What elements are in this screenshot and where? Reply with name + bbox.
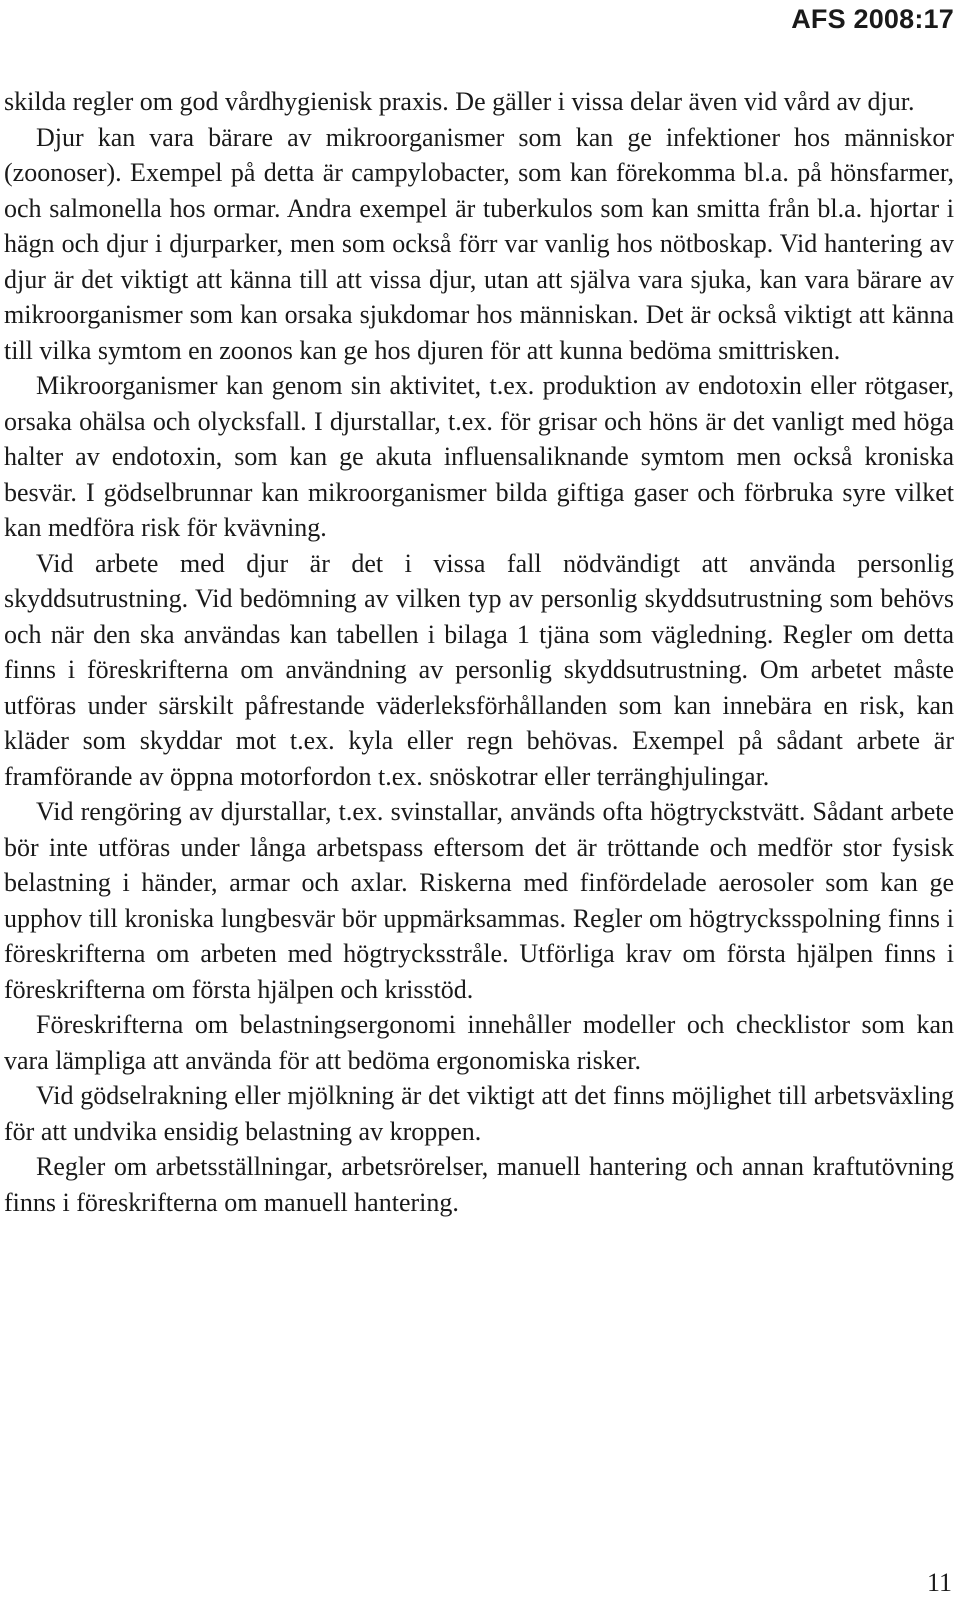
paragraph-microorganism-activity: Mikroorganismer kan genom sin aktivitet, t.ex. produktion av endotoxin eller rötgaser, orsaka ohälsa och olycksfall. I djurstallar, t.ex. för grisar och höns är det vanligt med höga halter av endotoxin, som kan ge akuta influensaliknande symtom men också kroniska besvär. I gödselbrunnar kan mikroorganismer bilda giftiga gaser och förbruka syre vilket kan medföra risk för kvävning. (4, 371, 954, 542)
paragraph-zoonoses: Djur kan vara bärare av mikroorganismer som kan ge infektioner hos människor (zoonoser). Exempel på detta är campylobacter, som kan förekomma bl.a. på hönsfarmer, och salmonella hos ormar. Andra exempel är tuberkulos som kan smitta från bl.a. hjortar i hägn och djur i djurparker, men som också förr var vanlig hos nötboskap. Vid hantering av djur är det viktigt att känna till att vissa djur, utan att själva vara sjuka, kan vara bärare av mikroorganismer som kan orsaka sjukdomar hos människan. Det är också viktigt att känna till vilka symtom en zoonos kan ge hos djuren för att kunna bedöma smittrisken. (4, 122, 954, 365)
paragraph-high-pressure-washing: Vid rengöring av djurstallar, t.ex. svinstallar, används ofta högtryckstvätt. Sådant arbete bör inte utföras under långa arbetspass eftersom det är tröttande och medför stor fysisk belastning i händer, armar och axlar. Riskerna med finfördelade aerosoler som kan ge upphov till kroniska lungbesvär bör uppmärksammas. Regler om högtrycksspolning finns i föreskrifterna om arbeten med högtrycksstråle. Utförliga krav om första hjälpen finns i föreskrifterna om första hjälpen och krisstöd. (4, 797, 954, 1004)
paragraph-protective-equipment: Vid arbete med djur är det i vissa fall nödvändigt att använda personlig skyddsutrustning. Vid bedömning av vilken typ av personlig skyddsutrustning som behövs och när den ska användas kan tabellen i bilaga 1 tjäna som vägledning. Regler om detta finns i föreskrifterna om användning av personlig skyddsutrustning. Om arbetet måste utföras under särskilt påfrestande väderleksförhållanden som kan innebära en risk, kan kläder som skyddar mot t.ex. kyla eller regn behövas. Exempel på sådant arbete är framförande av öppna motorfordon t.ex. snöskotrar eller terränghjulingar. (4, 548, 954, 791)
paragraph-continuation: skilda regler om god vårdhygienisk praxis. De gäller i vissa delar även vid vård av djur. (4, 87, 915, 116)
body-text (4, 84, 954, 1220)
page-number: 11 (926, 1568, 952, 1597)
paragraph-load-ergonomics: Föreskrifterna om belastningsergonomi innehåller modeller och checklistor som kan vara lämpliga att använda för att bedöma ergonomiska risker. (4, 1010, 954, 1075)
paragraph-manual-handling: Regler om arbetsställningar, arbetsrörelser, manuell hantering och annan kraftutövning finns i föreskrifterna om manuell hantering. (4, 1152, 954, 1217)
document-code: AFS 2008:17 (791, 4, 954, 34)
paragraph-work-rotation: Vid gödselrakning eller mjölkning är det viktigt att det finns möjlighet till arbetsväxling för att undvika ensidig belastning av kroppen. (4, 1081, 954, 1146)
